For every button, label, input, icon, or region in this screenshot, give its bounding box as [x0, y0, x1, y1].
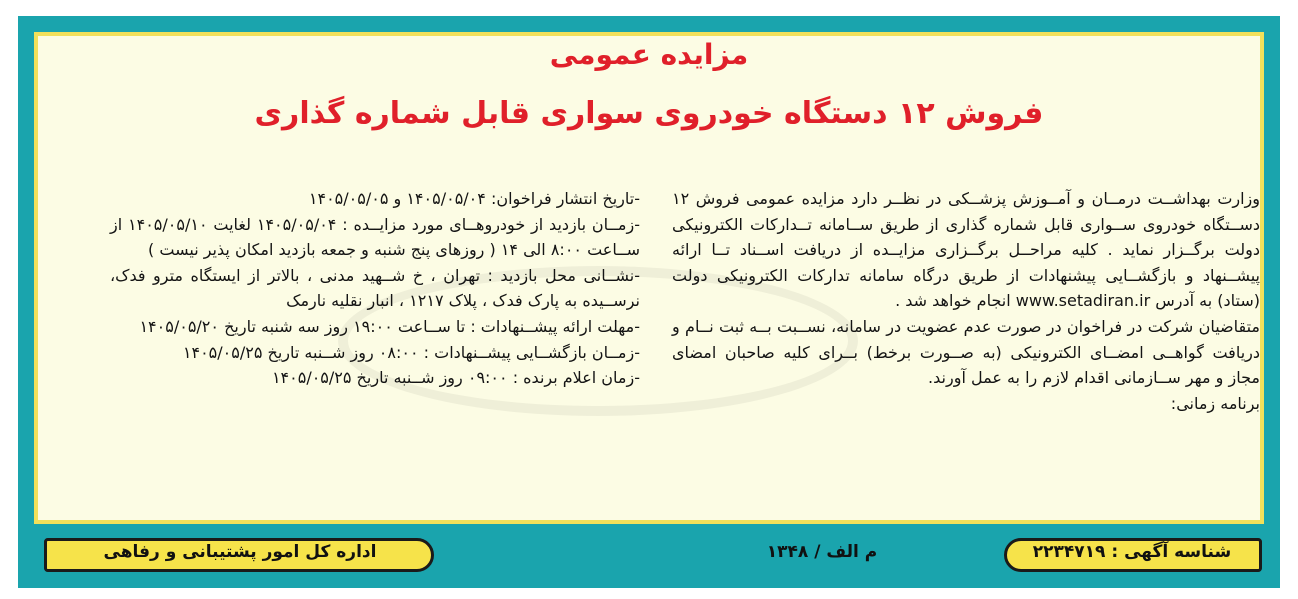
page-title: مزایده عمومی: [549, 38, 749, 71]
winner-announcement: -زمان اعلام برنده : ۰۹:۰۰ روز شــنبه تاریخ ۱۴۰۵/۰۵/۲۵: [271, 368, 640, 388]
visit-time: -زمــان بازدید از خودروهــای مورد مزایــده : ۱۴۰۵/۰۵/۰۴ لغایت ۱۴۰۵/۰۵/۱۰ از ســاعت ۸:۰۰ الی ۱۴ ( روزهای پنج شنبه و جمعه بازدید امکان پذیر نیست ): [110, 214, 640, 260]
submission-deadline: -مهلت ارائه پیشــنهادات : تا ســاعت ۱۹:۰۰ روز سه شنبه تاریخ ۱۴۰۵/۰۵/۲۰: [139, 316, 640, 336]
body-left-column: [110, 186, 640, 391]
intro-paragraph: وزارت بهداشــت درمــان و آمــوزش پزشــکی در نظــر دارد مزایده عمومی فروش ۱۲ دســتگاه خودروی ســواری قابل شماره گذاری از طریق ســامانه تــدارکات الکترونیکی دولت برگــزار نماید . کلیه مراحــل برگــزاری مزایــده از دریافت اســناد تــا ارائه پیشــنهاد و بازگشــایی پیشنهادات از طریق درگاه سامانه تدارکات الکترونیکی دولت (ستاد) به آدرس www.setadiran.ir انجام خواهد شد .: [672, 189, 1260, 311]
organization-name: اداره کل امور پشتیبانی و رفاهی: [103, 542, 377, 562]
ad-code: م الف / ۱۳۴۸: [766, 542, 878, 562]
registration-paragraph: متقاضیان شرکت در فراخوان در صورت عدم عضویت در سامانه، نســبت بــه ثبت نــام و دریافت گواهــی امضــای الکترونیکی (به صــورت برخط) بــرای کلیه صاحبان امضای مجاز و مهر ســازمانی اقدام لازم را به عمل آورند.: [672, 316, 1260, 388]
ad-id: شناسه آگهی : ۲۲۳۴۷۱۹: [1032, 542, 1232, 562]
page-subtitle: فروش ۱۲ دستگاه خودروی سواری قابل شماره گذاری: [254, 96, 1044, 131]
body-right-column: [672, 186, 1260, 416]
publish-date: -تاریخ انتشار فراخوان: ۱۴۰۵/۰۵/۰۴ و ۱۴۰۵/۰۵/۰۵: [308, 189, 640, 208]
visit-address: -نشــانی محل بازدید : تهران ، خ شــهید مدنی ، بالاتر از ایستگاه مترو فدک، نرســیده به پارک فدک ، پلاک ۱۲۱۷ ، انبار نقلیه نارمک: [110, 265, 640, 311]
schedule-label: برنامه زمانی:: [1170, 393, 1260, 413]
opening-time: -زمــان بازگشــایی پیشــنهادات : ۰۸:۰۰ روز شــنبه تاریخ ۱۴۰۵/۰۵/۲۵: [182, 342, 640, 362]
